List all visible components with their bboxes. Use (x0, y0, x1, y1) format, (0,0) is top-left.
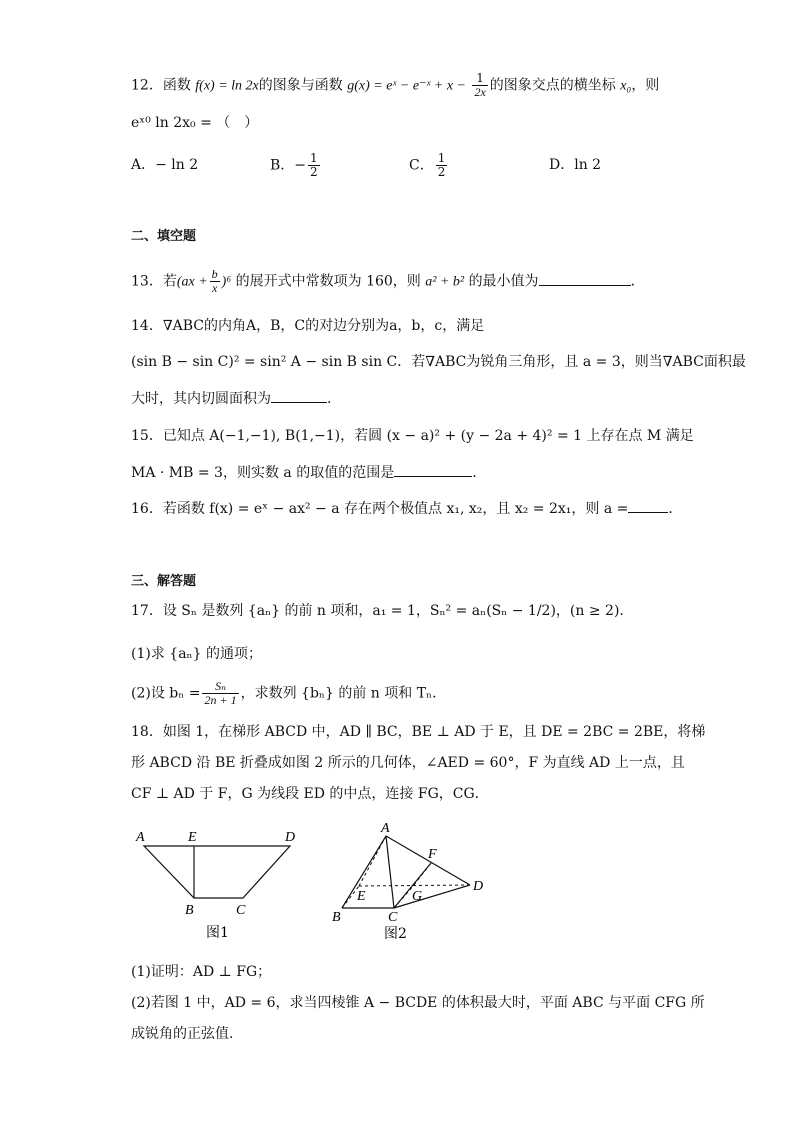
q13-frac-den: x (211, 281, 218, 295)
q18-line2: 形 ABCD 沿 BE 折叠成如图 2 所示的几何体，∠AED = 60°，F 为直线 AD 上一点，且 (131, 755, 685, 771)
q18-line1: 18．如图 1，在梯形 ABCD 中，AD ∥ BC，BE ⊥ AD 于 E，且 DE = 2BC = 2BE，将梯 (131, 724, 706, 740)
q13-line (131, 268, 645, 295)
q12-choice-b-fraction (308, 152, 320, 179)
q12-fraction (472, 72, 487, 99)
fig1-label-d: D (285, 830, 296, 845)
q17-frac-den: 2n + 1 (204, 693, 237, 707)
section-fill-in-title: 二、填空题 (131, 229, 197, 244)
q12-choice-b (270, 152, 322, 179)
fig2-label-f: F (428, 847, 437, 862)
fig1-trapezoid-outline (144, 846, 290, 898)
q12-text-a: 12．函数 (131, 77, 191, 94)
fig2-label-c: C (388, 910, 398, 925)
fig2-label-a: A (381, 821, 390, 836)
q17-line1: 17．设 Sₙ 是数列 {aₙ} 的前 n 项和，a₁ = 1，Sₙ² = aₙ(Sₙ − 1/2)，(n ≥ 2)． (131, 603, 634, 619)
q15-line2-text: MA · MB = 3，则实数 a 的取值的范围是 (131, 465, 395, 481)
q12-choice-c-num: 1 (437, 151, 446, 165)
q16-line (131, 498, 682, 519)
q12-text-e: 的图象交点的横坐标 (489, 77, 616, 94)
q14-answer-blank[interactable] (271, 388, 327, 403)
q17-part2-text-b: ，求数列 {bₙ} 的前 n 项和 Tₙ． (240, 685, 447, 702)
q12-choice-c-den: 2 (437, 165, 446, 179)
q12-choice-b-prefix: B．− (270, 157, 307, 174)
figure-1-trapezoid (128, 822, 308, 948)
q14-line3-text: 大时，其内切圆面积为 (131, 391, 271, 407)
fig1-label-a: A (136, 830, 145, 845)
q13-expr-close: )⁶ (221, 274, 232, 290)
q13-text-a: 13．若 (131, 273, 177, 290)
q12-frac-den: 2x (474, 85, 486, 99)
q17-part2 (131, 680, 446, 707)
q13-answer-blank[interactable] (539, 271, 631, 286)
q13-text-d: 的展开式中常数项为 160，则 (235, 273, 421, 290)
q16-end: ． (668, 501, 683, 517)
q12-x0: x₀ (620, 78, 632, 94)
q18-line3: CF ⊥ AD 于 F，G 为线段 ED 的中点，连接 FG，CG． (131, 786, 489, 802)
fig2-label-g: G (412, 889, 423, 904)
q17-fraction (202, 680, 238, 707)
q12-line2: eˣ⁰ ln 2x₀ = （ ） (131, 115, 259, 131)
q16-text: 16．若函数 f(x) = eˣ − ax² − a 存在两个极值点 x₁, x₂，且 x₂ = 2x₁，则 a = (131, 501, 629, 517)
q16-answer-blank[interactable] (628, 498, 668, 513)
fig1-label-c: C (236, 903, 246, 918)
q14-line3 (131, 388, 331, 409)
q12-choice-a: A．− ln 2 (131, 157, 199, 173)
q12-frac-num: 1 (472, 72, 487, 86)
q12-line1 (131, 72, 659, 99)
q17-part1: (1)求 {aₙ} 的通项； (131, 646, 262, 662)
q12-fx: f(x) = ln 2x (195, 78, 259, 94)
fig2-caption: 图2 (384, 926, 407, 942)
q13-text-f: 的最小值为 (468, 273, 539, 290)
q12-text-g: ，则 (631, 77, 660, 94)
q12-choice-c-fraction (436, 152, 448, 179)
q14-line3-end: . (327, 391, 332, 407)
fig1-caption: 图1 (206, 925, 229, 941)
fig1-label-b: B (185, 903, 194, 918)
q13-a2b2: a² + b² (425, 274, 465, 290)
fig2-edge-ae-hidden (359, 836, 386, 886)
fig2-label-e: E (357, 889, 366, 904)
q12-choice-c (409, 152, 449, 179)
q15-answer-blank[interactable] (394, 462, 472, 477)
q17-frac-num: Sₙ (202, 680, 238, 694)
q12-gx: g(x) = eˣ − e⁻ˣ + x − (347, 78, 466, 94)
q13-expr-open: (ax + (176, 274, 208, 290)
q15-line1: 15．已知点 A(−1,−1), B(1,−1)，若圆 (x − a)² + (y − 2a + 4)² = 1 上存在点 M 满足 (131, 428, 694, 444)
q12-choice-d: D．ln 2 (549, 157, 602, 173)
q13-text-g: ． (630, 273, 645, 290)
q14-line2: (sin B − sin C)² = sin² A − sin B sin C．若∇ABC为锐角三角形，且 a = 3，则当∇ABC面积最 (131, 354, 746, 370)
q18-part2-line1: (2)若图 1 中，AD = 6，求当四棱锥 A − BCDE 的体积最大时，平面 ABC 与平面 CFG 所 (131, 995, 705, 1011)
q13-frac-num: b (211, 267, 218, 281)
q12-choice-b-den: 2 (310, 165, 318, 179)
q12-choice-c-prefix: C． (409, 157, 434, 174)
q18-part1: (1)证明：AD ⊥ FG； (131, 964, 272, 980)
q14-line1: 14．∇ABC的内角A，B，C的对边分别为a，b，c，满足 (131, 318, 485, 334)
q13-fraction (210, 268, 220, 295)
figure-2-solid (324, 818, 494, 948)
q12-text-c: 的图象与函数 (258, 77, 343, 94)
section-answer-title: 三、解答题 (131, 574, 197, 589)
q17-part2-text-a: (2)设 bₙ = (131, 685, 201, 702)
q18-part2-line2: 成锐角的正弦值. (131, 1026, 234, 1042)
fig2-label-b: B (332, 910, 341, 925)
fig2-edge-cd (394, 885, 470, 908)
q15-line2-end: . (472, 465, 477, 481)
fig2-label-d: D (473, 879, 484, 894)
q12-choice-b-num: 1 (310, 151, 318, 165)
q15-line2 (131, 462, 477, 483)
fig1-label-e: E (188, 830, 197, 845)
fig2-edge-ac (386, 836, 394, 908)
